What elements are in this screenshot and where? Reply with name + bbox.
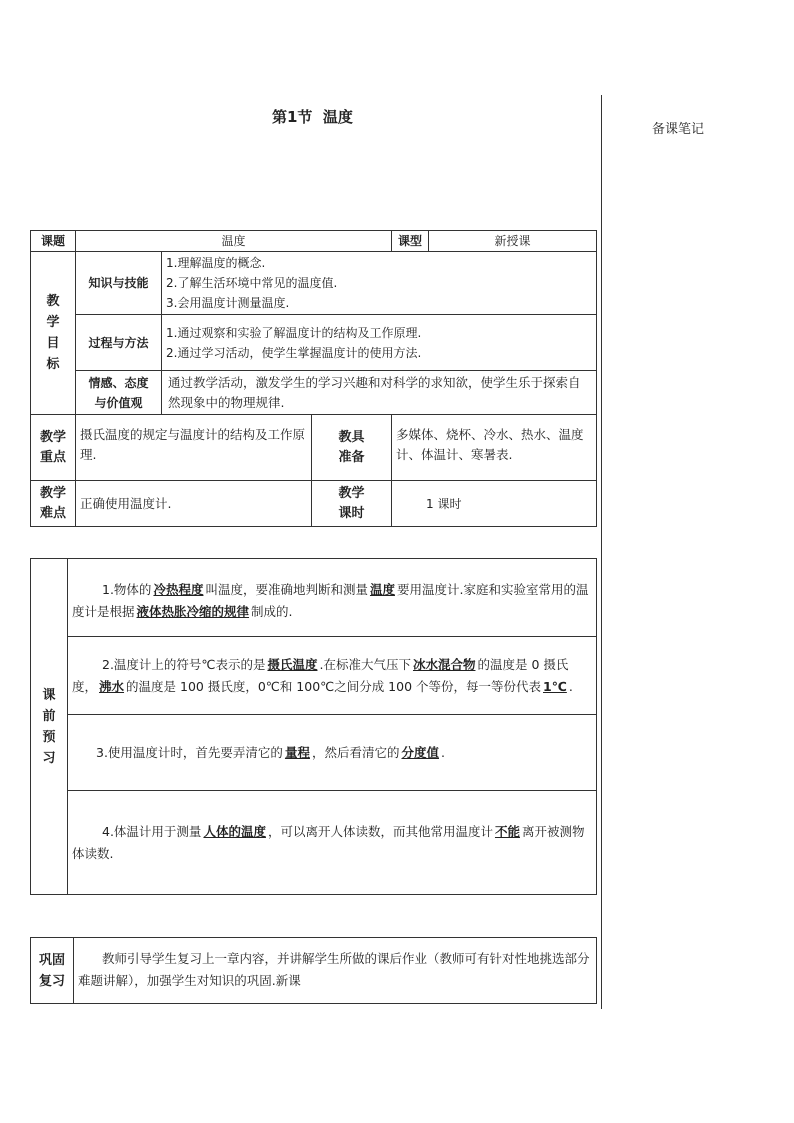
goals-label-char: 学 [46, 315, 60, 330]
emotion-label-line: 与价值观 [94, 395, 143, 410]
tools-text: 多媒体、烧杯、冷水、热水、温度计、体温计、寒暑表. [392, 415, 597, 481]
side-note: 备课笔记 [652, 122, 705, 137]
review-text: 教师引导学生复习上一章内容，并讲解学生所做的课后作业（教师可有针对性地挑选部分难题讲解），加强学生对知识的巩固.新课 [74, 938, 597, 1004]
goals-label [31, 252, 76, 415]
preview-row [31, 559, 597, 637]
q1-text: 要用温度计.家庭和实验室常用的温度计是根据 [72, 581, 589, 619]
time-label-line: 教学 [338, 485, 365, 501]
review-label [31, 938, 74, 1004]
process-row [31, 315, 597, 371]
emotion-row [31, 371, 597, 415]
q2-answer-4: 1℃ [543, 678, 567, 694]
q1-text: 1.物体的 [102, 581, 152, 597]
q3-text: . [440, 744, 445, 760]
key-row [31, 415, 597, 481]
type-value: 新授课 [429, 231, 597, 252]
q4-text: 4.体温计用于测量 [102, 823, 202, 839]
q2-text: .在标准大气压下 [319, 656, 411, 672]
difficulty-row [31, 481, 597, 527]
q1-answer-1: 冷热程度 [153, 581, 204, 597]
q2-text: 2.温度计上的符号℃表示的是 [102, 656, 266, 672]
lesson-plan-table [30, 230, 597, 527]
q1-text: 叫温度，要准确地判断和测量 [205, 581, 368, 597]
emotion-label [76, 371, 162, 415]
preview-table [30, 558, 597, 895]
q3-answer-2: 分度值 [401, 744, 439, 760]
tools-label [312, 415, 392, 481]
preview-label-char: 预 [42, 729, 56, 745]
q4-answer-2: 不能 [494, 823, 520, 839]
preview-row [31, 715, 597, 791]
q2-answer-1: 摄氏温度 [267, 656, 318, 672]
topic-label: 课题 [31, 231, 76, 252]
q4-text: ，可以离开人体读数，而其他常用温度计 [267, 823, 493, 839]
emotion-label-line: 情感、态度 [88, 375, 149, 390]
knowledge-row [31, 252, 597, 315]
difficulty-label [31, 481, 76, 527]
time-text: 1 课时 [392, 481, 597, 527]
tools-label-line: 准备 [338, 449, 365, 465]
time-label-line: 课时 [338, 505, 365, 521]
process-item: 1.通过观察和实验了解温度计的结构及工作原理. [166, 325, 422, 340]
time-label [312, 481, 392, 527]
knowledge-item: 1.理解温度的概念. [166, 256, 266, 270]
q1-text: 制成的. [251, 603, 293, 619]
process-label: 过程与方法 [76, 315, 162, 371]
preview-q4 [68, 791, 597, 895]
q4-text: 离开被测物体读数. [72, 823, 585, 861]
key-text: 摄氏温度的规定与温度计的结构及工作原理. [76, 415, 312, 481]
goals-label-char: 目 [46, 336, 60, 351]
knowledge-item: 2.了解生活环境中常见的温度值. [166, 276, 338, 290]
q2-text: 的温度是 0 摄氏度， [72, 656, 569, 694]
difficulty-text: 正确使用温度计. [76, 481, 312, 527]
q2-answer-2: 冰水混合物 [412, 656, 476, 672]
review-table [30, 937, 597, 1004]
key-label [31, 415, 76, 481]
page-title: 第1节 温度 [272, 108, 353, 126]
q2-text: . [568, 678, 573, 694]
knowledge-item: 3.会用温度计测量温度. [166, 296, 290, 310]
topic-value: 温度 [76, 231, 392, 252]
tools-label-line: 教具 [338, 429, 365, 445]
preview-label-char: 习 [42, 750, 56, 766]
q1-answer-2: 温度 [369, 581, 395, 597]
process-item: 2.通过学习活动，使学生掌握温度计的使用方法. [166, 345, 422, 360]
margin-divider [601, 95, 602, 1009]
review-label-line: 复习 [38, 973, 65, 989]
preview-row [31, 637, 597, 715]
preview-q3 [68, 715, 597, 791]
key-label-line: 重点 [39, 449, 66, 465]
q1-answer-3: 液体热胀冷缩的规律 [136, 603, 250, 619]
preview-q1 [68, 559, 597, 637]
q3-text: ，然后看清它的 [311, 744, 400, 760]
emotion-text: 通过教学活动，激发学生的学习兴趣和对科学的求知欲，使学生乐于探索自然现象中的物理规律. [162, 371, 597, 415]
preview-label-char: 前 [42, 708, 56, 724]
process-items [162, 315, 597, 371]
review-row [31, 938, 597, 1004]
review-label-line: 巩固 [38, 952, 65, 968]
preview-label [31, 559, 68, 895]
q2-text: 的温度是 100 摄氏度，0℃和 100℃之间分成 100 个等份，每一等份代表 [126, 678, 542, 694]
q3-text: 3.使用温度计时，首先要弄清它的 [96, 744, 283, 760]
preview-row [31, 791, 597, 895]
knowledge-label: 知识与技能 [76, 252, 162, 315]
preview-label-char: 课 [42, 687, 56, 703]
difficulty-label-line: 教学 [39, 485, 66, 501]
difficulty-label-line: 难点 [39, 505, 66, 521]
type-label: 课型 [392, 231, 429, 252]
q3-answer-1: 量程 [284, 744, 310, 760]
q2-answer-3: 沸水 [99, 678, 125, 694]
goals-label-char: 标 [46, 357, 60, 372]
preview-q2 [68, 637, 597, 715]
topic-row [31, 231, 597, 252]
key-label-line: 教学 [39, 429, 66, 445]
knowledge-items [162, 252, 597, 315]
goals-label-char: 教 [46, 294, 60, 309]
q4-answer-1: 人体的温度 [203, 823, 266, 839]
